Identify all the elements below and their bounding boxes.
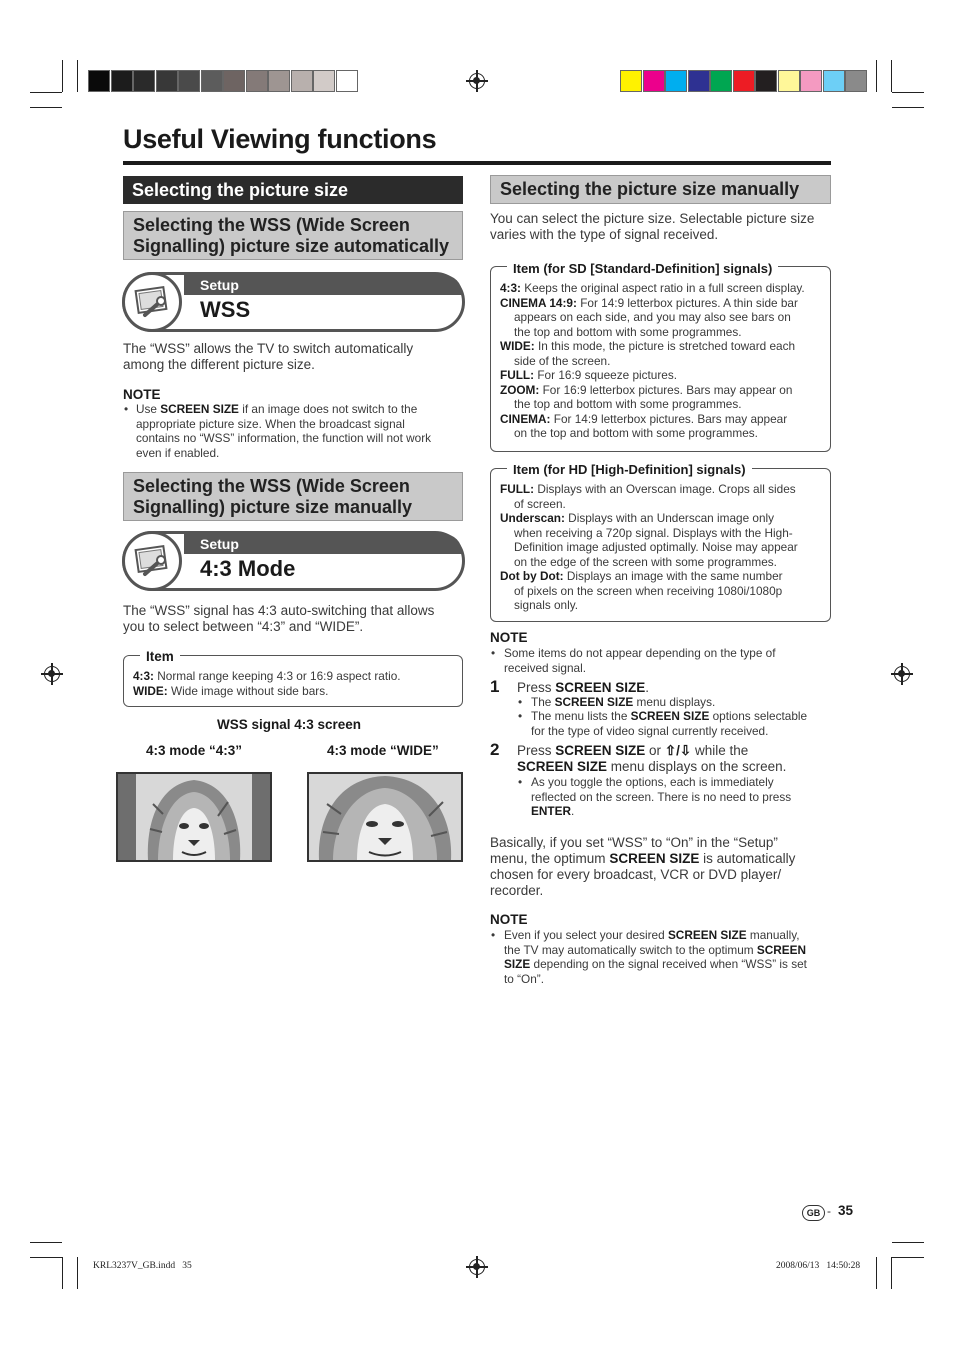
text-bold: SCREEN SIZE — [609, 851, 700, 866]
item-desc: Normal range keeping 4:3 or 16:9 aspect ratio. — [153, 669, 401, 683]
bullet-pre: The menu lists the — [531, 709, 631, 723]
item-line — [500, 339, 828, 354]
lion-image-wide — [307, 772, 463, 862]
43mode-description — [123, 603, 463, 635]
color-swatch — [268, 70, 290, 92]
subheading-wss-manual — [123, 472, 463, 521]
step-post: menu displays on the screen. — [607, 759, 787, 774]
step-pre: Press — [517, 680, 556, 695]
note-text-post: if an image does not switch to the — [238, 402, 418, 416]
item-term: WIDE: — [133, 683, 168, 698]
color-swatch — [733, 70, 755, 92]
step-post: while the — [691, 743, 749, 758]
text-post: is automatically — [699, 851, 796, 866]
item-desc: on the top and bottom with some programmes. — [514, 426, 758, 440]
text-line: chosen for every broadcast, VCR or DVD player/ — [490, 867, 782, 882]
note-pre: the TV may automatically switch to the optimum — [504, 942, 757, 957]
crop-mark — [30, 1242, 62, 1243]
up-down-arrows-icon: ⇧/⇩ — [664, 743, 692, 758]
step-bold: SCREEN SIZE — [517, 759, 608, 774]
color-swatch — [88, 70, 110, 92]
sd-item-box-label: Item (for SD [Standard-Definition] signals) — [507, 261, 778, 276]
note-text-pre: Use — [136, 402, 161, 416]
crop-mark — [30, 1257, 62, 1258]
bullet-icon: • — [518, 709, 523, 723]
item-line — [500, 412, 828, 427]
text-line: recorder. — [490, 883, 544, 898]
bullet-line: As you toggle the options, each is immediately — [531, 775, 774, 789]
text-line: The “WSS” allows the TV to switch automatically — [123, 341, 414, 356]
text-line: among the different picture size. — [123, 357, 315, 372]
bullet-post: . — [570, 804, 575, 818]
bullet-bold: SCREEN SIZE — [630, 709, 710, 723]
setup-menu-43mode — [122, 531, 465, 591]
color-swatch — [845, 70, 867, 92]
item-line — [500, 397, 828, 412]
item-term: 4:3: — [133, 669, 154, 683]
item-term: CINEMA: — [500, 411, 551, 426]
step-pre: Press — [517, 743, 556, 758]
registration-mark-icon — [44, 666, 60, 682]
item-line — [500, 296, 828, 311]
note-line: even if enabled. — [136, 445, 220, 460]
note-line: appropriate picture size. When the broadcast signal — [136, 416, 405, 431]
color-swatch — [133, 70, 155, 92]
color-swatch — [755, 70, 777, 92]
note-text — [504, 646, 829, 675]
subheading-wss-auto — [123, 211, 463, 260]
item-line — [500, 281, 828, 296]
crop-mark — [876, 60, 877, 92]
timestamp: 2008/06/13 14:50:28 — [776, 1261, 861, 1271]
crop-mark — [77, 1257, 78, 1289]
title-rule — [123, 161, 831, 165]
setup-label: Setup — [200, 536, 239, 552]
item-desc: when receiving a 720p signal. Displays with the High- — [514, 525, 793, 540]
crop-mark — [30, 107, 62, 108]
color-swatch — [178, 70, 200, 92]
note-title: NOTE — [490, 912, 528, 927]
step-bold: SCREEN SIZE — [555, 743, 646, 758]
item-term: FULL: — [500, 482, 535, 496]
item-desc: appears on each side, and you may also see bars on — [514, 310, 791, 324]
setup-label: Setup — [200, 277, 239, 293]
bullet-post: menu displays. — [633, 695, 716, 709]
setup-menu-wss — [122, 272, 465, 332]
item-box-label: Item — [140, 649, 180, 664]
item-desc: side of the screen. — [514, 353, 611, 368]
item-line — [500, 482, 828, 497]
bullet-icon: • — [518, 695, 523, 709]
bullet-bold: SCREEN SIZE — [554, 695, 634, 709]
wss-description — [123, 341, 463, 373]
crop-mark — [891, 60, 892, 92]
registration-mark-icon — [469, 1259, 485, 1275]
item-desc: of pixels on the screen when receiving 1080i/1080p — [514, 583, 783, 598]
crop-mark — [30, 92, 62, 93]
region-badge — [802, 1205, 825, 1221]
bullet-icon: • — [491, 928, 496, 942]
bullet-icon: • — [491, 646, 496, 660]
item-line — [500, 540, 828, 555]
item-line — [500, 598, 828, 613]
step-number: 2 — [490, 740, 500, 759]
file-info: KRL3237V_GB.indd 35 — [93, 1261, 192, 1271]
item-desc: of screen. — [514, 496, 566, 511]
item-line — [500, 354, 828, 369]
item-line — [500, 426, 828, 441]
sd-item-list — [500, 281, 828, 441]
color-swatch — [643, 70, 665, 92]
text-pre: menu, the optimum — [490, 851, 610, 866]
crop-mark — [892, 1257, 924, 1258]
page-dash: - — [827, 1204, 831, 1218]
note-title: NOTE — [490, 630, 528, 645]
item-desc: on the edge of the screen with some programmes. — [514, 554, 777, 569]
color-swatch — [336, 70, 358, 92]
step2-text — [517, 743, 832, 775]
hd-item-list — [500, 482, 828, 613]
note-line: contains no “WSS” information, the function will not work — [136, 431, 432, 445]
setup-value: WSS — [200, 297, 251, 322]
color-swatch — [223, 70, 245, 92]
item-term: Underscan: — [500, 511, 565, 525]
item-desc: the top and bottom with some programmes. — [514, 397, 742, 411]
item-term: WIDE: — [500, 339, 535, 353]
mode-43-label: 4:3 mode “4:3” — [146, 743, 243, 758]
item-line — [500, 584, 828, 599]
note-pre: Even if you select your desired — [504, 928, 668, 942]
bullet-line: reflected on the screen. There is no need to press — [531, 789, 792, 804]
note-bold: SCREEN — [756, 942, 807, 957]
color-swatch — [710, 70, 732, 92]
crop-mark — [891, 1257, 892, 1289]
page-title: Useful Viewing functions — [123, 124, 437, 154]
region-code: GB — [806, 1208, 821, 1218]
color-swatch — [111, 70, 133, 92]
step-bold: SCREEN SIZE — [555, 680, 646, 695]
item-line — [500, 325, 828, 340]
color-swatch — [291, 70, 313, 92]
wss-signal-heading: WSS signal 4:3 screen — [217, 717, 362, 732]
note-bold: SIZE — [504, 957, 531, 971]
item-desc: For 16:9 squeeze pictures. — [534, 368, 678, 382]
item-desc: Displays an image with the same number — [563, 569, 783, 583]
crop-mark — [876, 1257, 877, 1289]
color-swatch — [246, 70, 268, 92]
bullet-icon: • — [518, 775, 523, 789]
color-swatch — [313, 70, 335, 92]
item-desc: Wide image without side bars. — [167, 683, 329, 698]
text-line: you to select between “4:3” and “WIDE”. — [123, 619, 364, 634]
item-term: ZOOM: — [500, 382, 540, 397]
step1-text — [517, 680, 832, 696]
item-line — [500, 368, 828, 383]
color-swatch — [156, 70, 178, 92]
step1-bullet2 — [531, 709, 831, 738]
summary-paragraph — [490, 835, 835, 899]
item-line — [500, 526, 828, 541]
item-line — [500, 497, 828, 512]
item-desc: For 16:9 letterbox pictures. Bars may appear on — [539, 382, 793, 397]
page-number: 35 — [838, 1203, 854, 1218]
bullet-post: options selectable — [709, 709, 808, 723]
text-line: varies with the type of signal received. — [490, 227, 719, 242]
text-line: Basically, if you set “WSS” to “On” in the “Setup” — [490, 835, 778, 850]
note-bold: SCREEN SIZE — [160, 402, 239, 416]
setup-value: 4:3 Mode — [200, 556, 296, 581]
item-entry — [133, 669, 458, 698]
hd-item-box-label: Item (for HD [High-Definition] signals) — [507, 462, 752, 477]
lion-image-43 — [116, 772, 272, 862]
item-desc: For 14:9 letterbox pictures. A thin side bar — [576, 295, 798, 310]
item-term: CINEMA 14:9: — [500, 295, 577, 310]
section-heading-picture-size: Selecting the picture size — [123, 176, 463, 204]
subheading-line: Signalling) picture size automatically — [133, 236, 450, 256]
setup-tools-icon — [122, 531, 182, 591]
color-swatch — [823, 70, 845, 92]
note-line: Some items do not appear depending on the type of — [504, 646, 776, 660]
step-mid: or — [645, 743, 665, 758]
crop-mark — [62, 60, 63, 92]
registration-mark-icon — [469, 73, 485, 89]
subheading-line: Selecting the WSS (Wide Screen — [133, 476, 410, 496]
crop-mark — [892, 1242, 924, 1243]
note-text — [136, 402, 466, 460]
item-desc: In this mode, the picture is stretched toward each — [534, 339, 796, 353]
item-desc: signals only. — [514, 598, 579, 612]
text-line: You can select the picture size. Selectable picture size — [490, 211, 815, 226]
crop-mark — [62, 1257, 63, 1289]
mode-wide-label: 4:3 mode “WIDE” — [327, 743, 439, 758]
note-line: to “On”. — [504, 971, 544, 986]
subheading-line: Selecting the WSS (Wide Screen — [133, 215, 410, 235]
item-line — [500, 383, 828, 398]
item-desc: For 14:9 letterbox pictures. Bars may appear — [550, 411, 788, 426]
item-desc: the top and bottom with some programmes. — [514, 324, 742, 339]
text-line: The “WSS” signal has 4:3 auto-switching that allows — [123, 603, 435, 618]
step-number: 1 — [490, 677, 500, 696]
color-swatch — [778, 70, 800, 92]
color-swatch — [201, 70, 223, 92]
crop-mark — [77, 60, 78, 92]
note-text — [504, 928, 832, 986]
step-post: . — [645, 680, 650, 695]
item-term: 4:3: — [500, 281, 521, 295]
step2-bullet — [531, 775, 831, 819]
note-bold: SCREEN SIZE — [667, 928, 747, 942]
manual-description — [490, 211, 835, 243]
note-post: manually, — [746, 928, 800, 942]
note-line: received signal. — [504, 660, 586, 675]
color-swatch — [800, 70, 822, 92]
step1-bullet1 — [531, 695, 831, 710]
setup-tools-icon — [122, 272, 182, 332]
item-desc: Definition image adjusted optimally. Noise may appear — [514, 540, 798, 554]
item-line — [500, 555, 828, 570]
item-line — [500, 310, 828, 325]
item-desc: Displays with an Underscan image only — [564, 511, 775, 525]
bullet-line: for the type of video signal currently received. — [531, 723, 769, 738]
color-swatch — [620, 70, 642, 92]
section-heading-manual: Selecting the picture size manually — [490, 175, 831, 204]
item-line — [500, 569, 828, 584]
item-desc: Displays with an Overscan image. Crops all sides — [534, 482, 796, 496]
bullet-pre: The — [531, 695, 555, 709]
color-swatch — [688, 70, 710, 92]
bullet-icon: • — [124, 402, 129, 416]
note-post: depending on the signal received when “WSS” is set — [530, 957, 807, 971]
registration-mark-icon — [894, 666, 910, 682]
item-term: FULL: — [500, 368, 535, 382]
item-term: Dot by Dot: — [500, 569, 564, 583]
item-line — [500, 511, 828, 526]
subheading-line: Signalling) picture size manually — [133, 497, 413, 517]
crop-mark — [892, 107, 924, 108]
color-swatch — [665, 70, 687, 92]
bullet-bold: ENTER — [531, 804, 571, 818]
crop-mark — [892, 92, 924, 93]
item-desc: Keeps the original aspect ratio in a full screen display. — [520, 281, 805, 295]
note-title: NOTE — [123, 387, 161, 402]
